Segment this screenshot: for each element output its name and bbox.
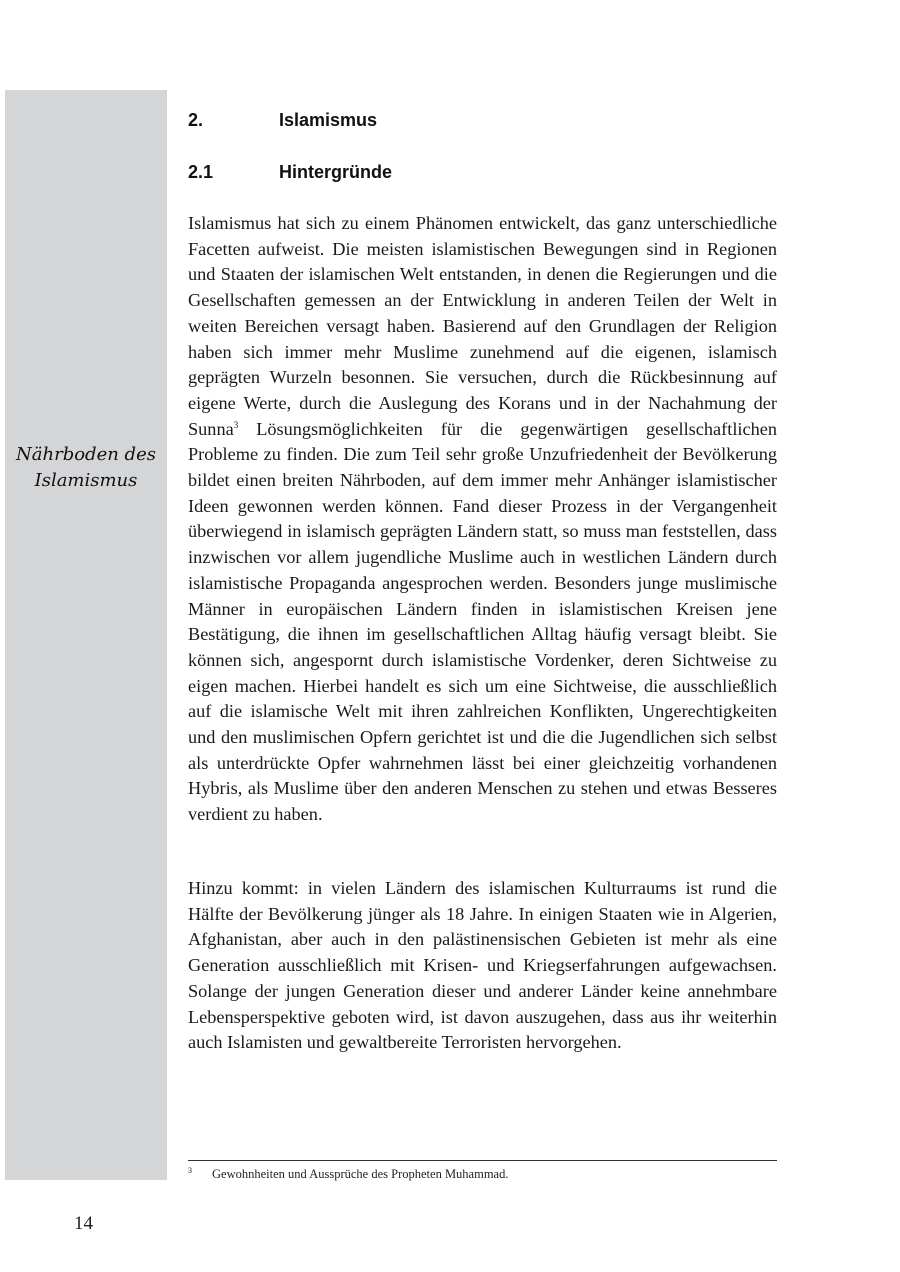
margin-note-line-2: Islamismus: [34, 470, 138, 491]
body-paragraph-1: [188, 211, 777, 828]
subsection-title: Hintergründe: [279, 162, 393, 182]
footnote-reference: 3: [233, 419, 239, 430]
margin-note-line-1: Nährboden des: [16, 444, 156, 465]
paragraph-1-text-a: Islamismus hat sich zu einem Phänomen entwickelt, das ganz unterschiedliche Facetten aufweist. Die meisten islamistischen Bewegungen sind in Regionen und Staaten der islamischen Welt entstanden, in denen die Regierungen und die Gesellschaften gemessen an der Entwicklung in anderen Teilen der Welt in weiten Bereichen versagt haben. Basierend auf den Grundlagen der Religion haben sich immer mehr Muslime zunehmend auf die eigenen, islamisch geprägten Wurzeln besonnen. Sie versuchen, durch die Rückbesinnung auf eigene Werte, durch die Auslegung des Korans und in der Nachahmung der Sunna: [188, 213, 777, 439]
margin-note: [5, 442, 167, 494]
section-title: Islamismus: [279, 110, 378, 130]
footnote-divider: [188, 1160, 777, 1161]
margin-sidebar: [5, 90, 167, 1180]
page-number: 14: [74, 1213, 93, 1234]
body-paragraph-2: Hinzu kommt: in vielen Ländern des islamischen Kulturraums ist rund die Hälfte der Bevölkerung jünger als 18 Jahre. In einigen Staaten wie in Algerien, Afghanistan, aber auch in den palästinensischen Gebieten ist mehr als eine Generation ausschließlich mit Krisen- und Kriegserfahrungen aufgewachsen. Solange der jungen Generation dieser und anderer Länder keine annehmbare Lebensperspektive geboten wird, ist davon auszugehen, dass aus ihr weiterhin auch Islamisten und gewaltbereite Terroristen hervorgehen.: [188, 878, 777, 1053]
footnote-number: 3: [188, 1166, 192, 1175]
section-number: 2.: [188, 110, 204, 130]
footnote-text: Gewohnheiten und Aussprüche des Propheten Muhammad.: [212, 1167, 509, 1181]
paragraph-1-text-b: Lösungsmöglichkeiten für die gegenwärtigen gesellschaftlichen Probleme zu finden. Die zum Teil sehr große Unzufriedenheit der Bevölkerung bildet einen breiten Nährboden, auf dem immer mehr Anhänger islamistischer Ideen gewonnen werden können. Fand dieser Prozess in der Vergangenheit überwiegend in islamisch geprägten Ländern statt, so muss man feststellen, dass inzwischen vor allem jugendliche Muslime auch in westlichen Ländern durch islamistische Propaganda angesprochen werden. Besonders junge muslimische Männer in europäischen Ländern finden in islamistischen Kreisen jene Bestätigung, die ihnen im gesellschaftlichen Alltag häufig versagt bleibt. Sie können sich, angespornt durch islamistische Vordenker, deren Sichtweise zu eigen machen. Hierbei handelt es sich um eine Sichtweise, die ausschließlich auf die islamische Welt mit ihren zahlreichen Konflikten, Ungerechtigkeiten und den muslimischen Opfern gerichtet ist und die die Jugendlichen sich selbst als unterdrückte Opfer wahrnehmen lässt bei einer gleichzeitig vorhandenen Hybris, als Muslime über den anderen Menschen zu stehen und etwas Besseres verdient zu haben.: [188, 418, 777, 825]
subsection-number: 2.1: [188, 162, 214, 182]
